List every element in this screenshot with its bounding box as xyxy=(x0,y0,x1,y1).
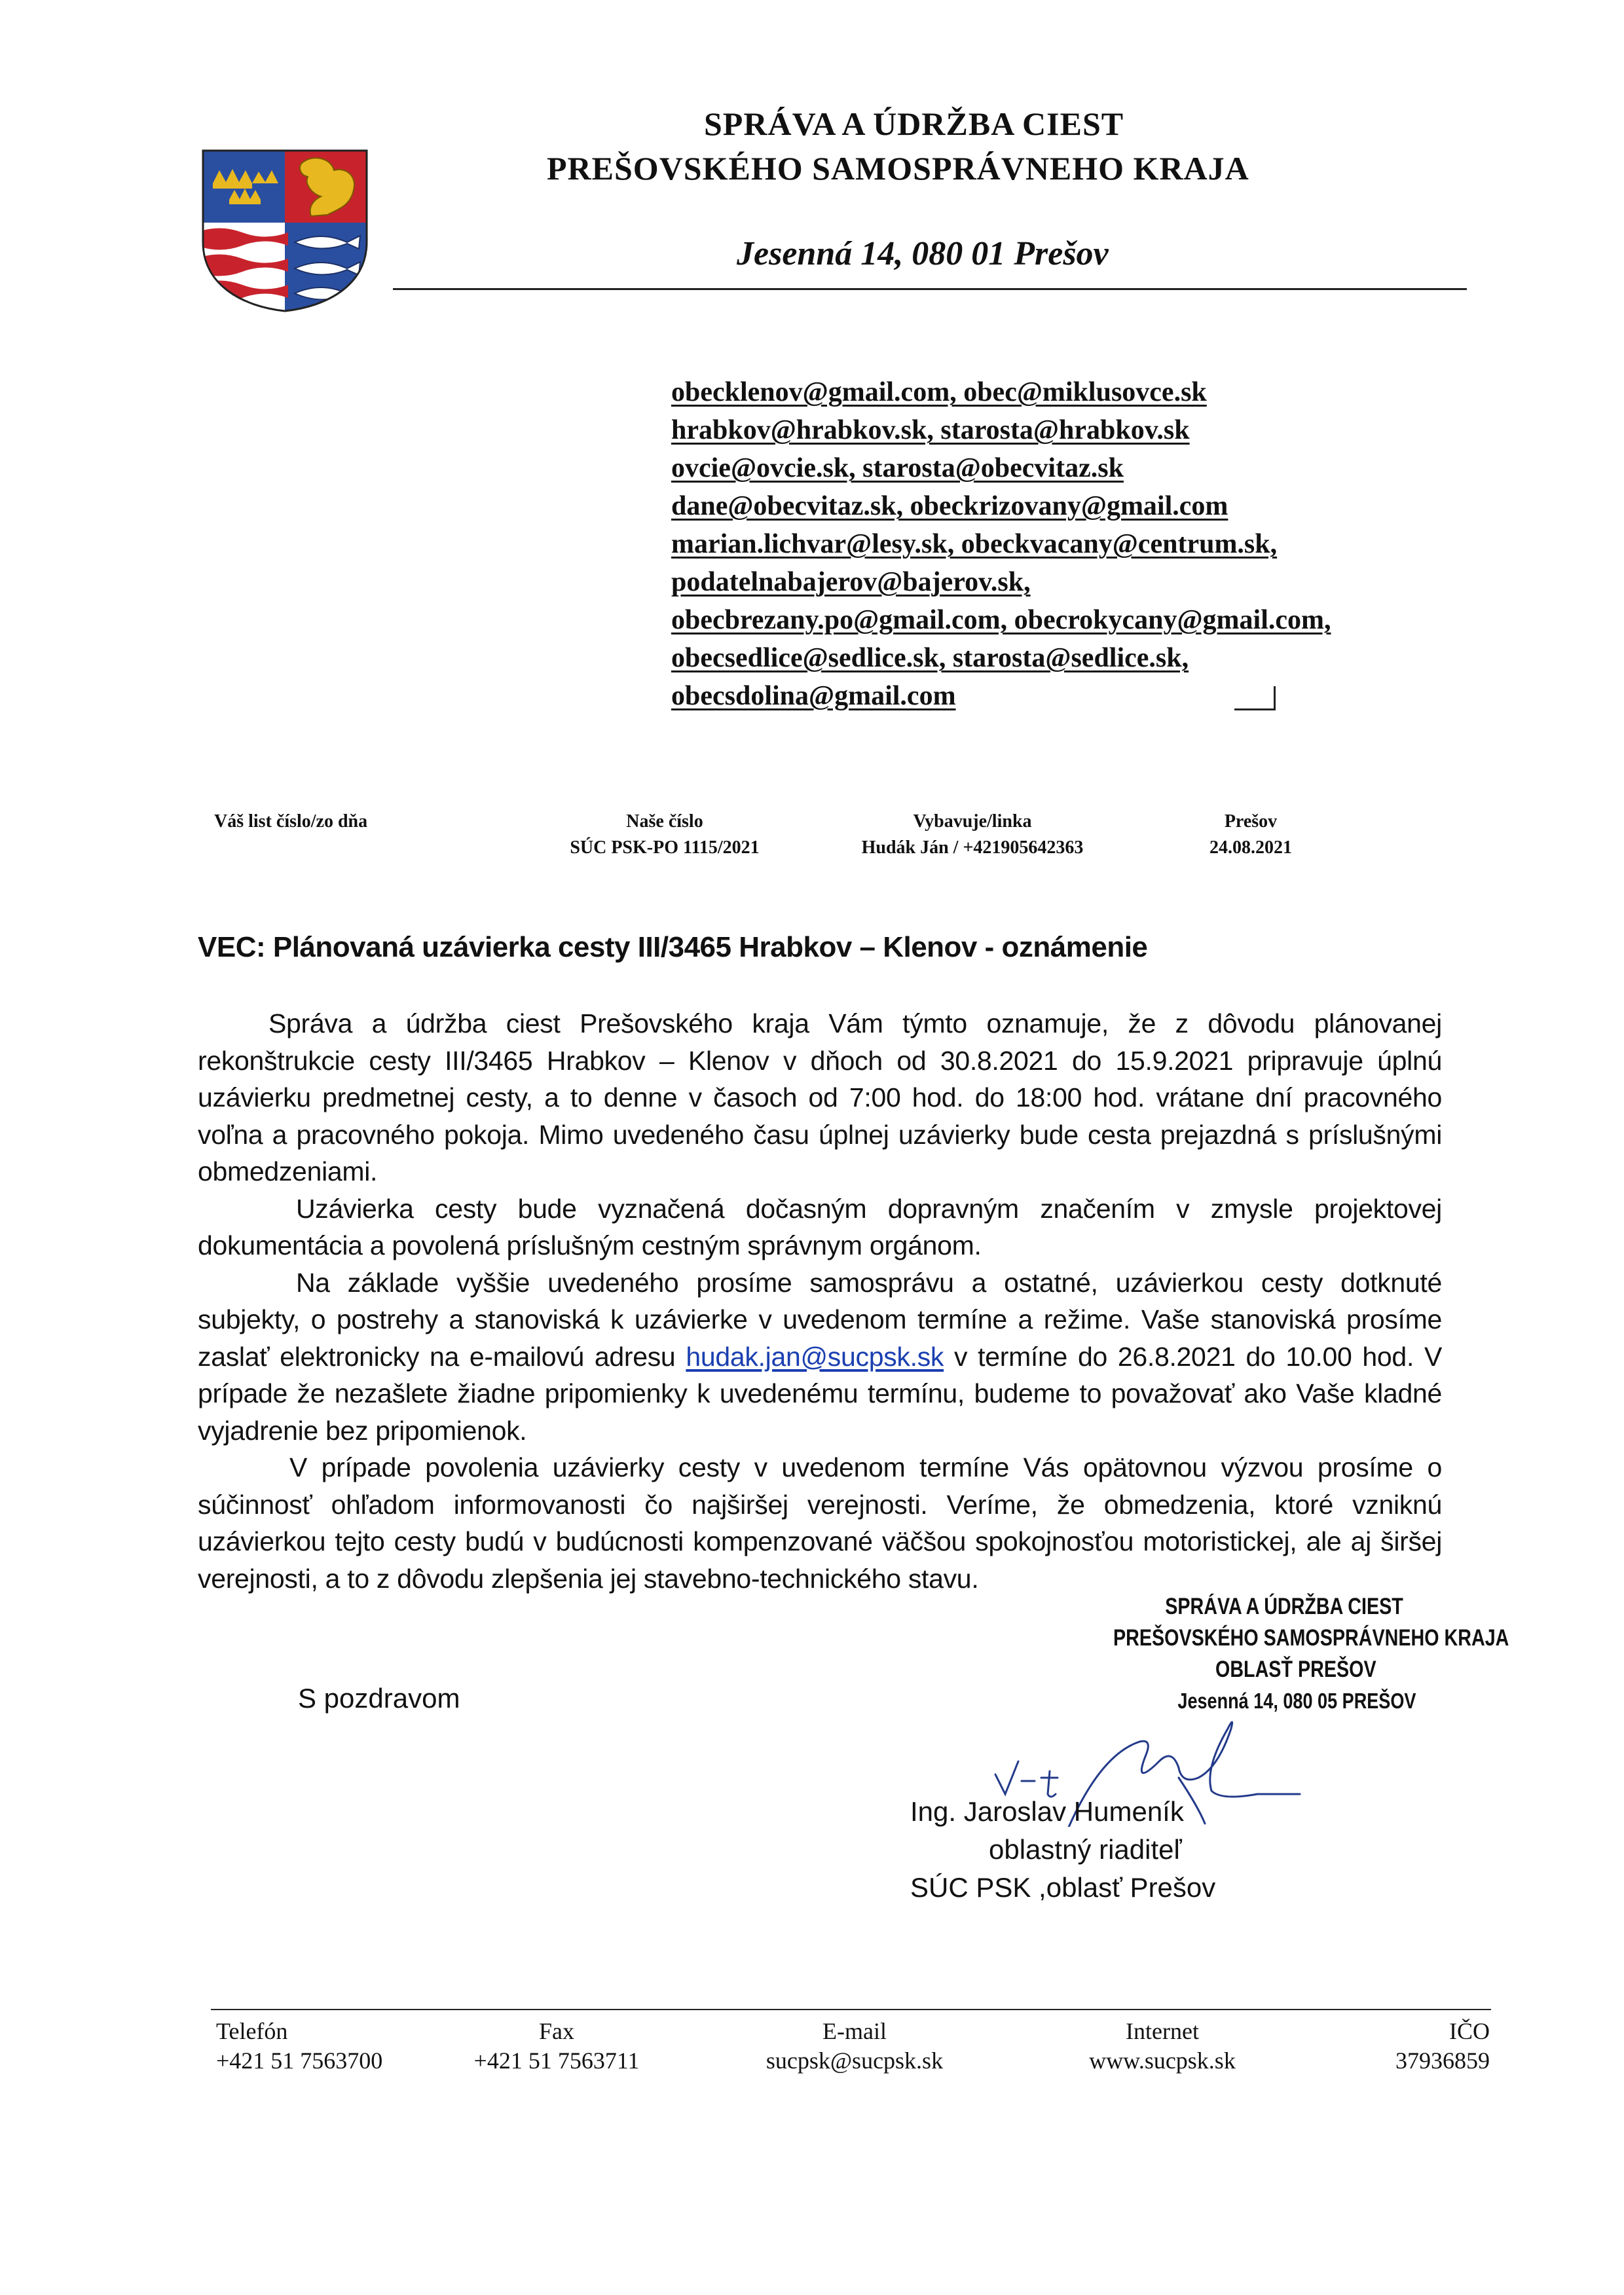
internet-label: Internet xyxy=(1126,2018,1199,2044)
recipient-list xyxy=(671,373,1331,715)
body-text: v termíne do 26.8.2021 do 10.00 hod. V prípade že nezašlete žiadne pripomienky k uvedenému termínu, budeme to považovať ako Vaše kladné vyjadrenie bez pripomienok. xyxy=(198,1341,1442,1446)
body-paragraph: V prípade povolenia uzávierky cesty v uvedenom termíne Vás opätovnou výzvou prosíme o súčinnosť ohľadom informovanosti čo najširšej verejnosti. Veríme, že obmedzenia, ktoré vzniknú uzávierkou tejto cesty budú v budúcnosti kompenzované väčšou spokojnosťou motoristickej, ale aj širšej verejnosti, a to z dôvodu zlepšenia jej stavebno-technického stavu. xyxy=(198,1452,1442,1594)
header-divider xyxy=(393,288,1467,290)
phone-value: +421 51 7563700 xyxy=(216,2047,383,2074)
body-text: Na základe vyššie uvedeného prosíme samosprávu a ostatné, uzávierkou cesty dotknuté subjekty, o postrehy a stanoviská k uzávierke v uvedenom termíne a režime. Vaše stanoviská prosíme zaslať elektronicky na e-mailovú adresu xyxy=(198,1267,1442,1372)
footer-ico xyxy=(1372,2017,1490,2076)
footer-fax xyxy=(458,2017,655,2076)
recipient-line: hrabkov@hrabkov.sk, starosta@hrabkov.sk xyxy=(671,415,1190,445)
date-value: 24.08.2021 xyxy=(1209,837,1292,858)
address-bracket-mark xyxy=(1234,686,1276,710)
org-address: Jesenná 14, 080 01 Prešov xyxy=(737,235,1109,272)
fax-value: +421 51 7563711 xyxy=(473,2047,640,2074)
org-name-line1: SPRÁVA A ÚDRŽBA CIEST xyxy=(704,105,1124,142)
internet-value: www.sucpsk.sk xyxy=(1089,2047,1236,2074)
letter-body xyxy=(198,1005,1442,1597)
subject-line: VEC: Plánovaná uzávierka cesty III/3465 Hrabkov – Klenov - oznámenie xyxy=(198,931,1148,963)
recipient-line: ovcie@ovcie.sk, starosta@obecvitaz.sk xyxy=(671,453,1124,483)
recipient-line: podatelnabajerov@bajerov.sk, xyxy=(671,567,1031,597)
stamp-line: Jesenná 14, 080 05 PREŠOV xyxy=(1177,1689,1416,1713)
signer-name: Ing. Jaroslav Humeník xyxy=(910,1796,1184,1827)
our-number-block xyxy=(534,809,796,861)
handled-by-label: Vybavuje/linka xyxy=(913,811,1032,832)
fax-label: Fax xyxy=(539,2018,574,2044)
coat-of-arms-logo xyxy=(196,144,373,314)
signer-title: oblastný riaditeľ xyxy=(989,1834,1182,1865)
stamp-line: PREŠOVSKÉHO SAMOSPRÁVNEHO KRAJA xyxy=(1113,1625,1509,1651)
contact-email-link[interactable]: hudak.jan@sucpsk.sk xyxy=(686,1341,944,1372)
signer-block xyxy=(910,1793,1215,1907)
handled-by-block xyxy=(815,809,1130,861)
recipient-line: obecsedlice@sedlice.sk, starosta@sedlice.sk, xyxy=(671,643,1189,673)
recipient-line: obecbrezany.po@gmail.com, obecrokycany@gmail.com, xyxy=(671,605,1331,635)
ico-value: 37936859 xyxy=(1395,2047,1490,2074)
org-name-line2: PREŠOVSKÉHO SAMOSPRÁVNEHO KRAJA xyxy=(547,150,1249,187)
handled-by-value: Hudák Ján / +421905642363 xyxy=(861,837,1084,858)
official-stamp xyxy=(1113,1591,1509,1717)
recipient-line: obecklenov@gmail.com, obec@miklusovce.sk xyxy=(671,377,1207,407)
email-value: sucpsk@sucpsk.sk xyxy=(766,2047,944,2074)
phone-label: Telefón xyxy=(216,2018,288,2044)
footer-phone xyxy=(216,2017,382,2076)
place-date-block xyxy=(1182,809,1320,861)
footer-divider xyxy=(211,2009,1491,2010)
email-label: E-mail xyxy=(822,2018,887,2044)
recipient-line: marian.lichvar@lesy.sk, obeckvacany@centrum.sk, xyxy=(671,529,1278,559)
recipient-line: obecsdolina@gmail.com xyxy=(671,681,956,711)
greeting: S pozdravom xyxy=(298,1683,460,1714)
body-paragraph xyxy=(198,1264,1442,1450)
signer-org: SÚC PSK ,oblasť Prešov xyxy=(910,1872,1216,1903)
footer-email xyxy=(720,2017,989,2076)
recipient-line: dane@obecvitaz.sk, obeckrizovany@gmail.com xyxy=(671,491,1228,521)
our-number-value: SÚC PSK-PO 1115/2021 xyxy=(570,837,760,858)
your-letter-label: Váš list číslo/zo dňa xyxy=(214,811,368,832)
stamp-line: SPRÁVA A ÚDRŽBA CIEST xyxy=(1165,1594,1403,1619)
stamp-line: OBLASŤ PREŠOV xyxy=(1215,1657,1376,1682)
ico-label: IČO xyxy=(1449,2018,1490,2044)
body-paragraph: Správa a údržba ciest Prešovského kraja Vám týmto oznamuje, že z dôvodu plánovanej rekonštrukcie cesty III/3465 Hrabkov – Klenov v dňoch od 30.8.2021 do 15.9.2021 pripravuje úplnú uzávierku predmetnej cesty, a to denne v časoch od 7:00 hod. do 18:00 hod. vrátane dní pracovného voľna a pracovného pokoja. Mimo uvedeného času úplnej uzávierky bude cesta prejazdná s príslušnými obmedzeniami. xyxy=(198,1008,1442,1186)
our-number-label: Naše číslo xyxy=(626,811,703,832)
footer-internet xyxy=(1054,2017,1270,2076)
place-label: Prešov xyxy=(1224,811,1278,832)
body-paragraph: Uzávierka cesty bude vyznačená dočasným dopravným značením v zmysle projektovej dokumentácia a povolená príslušným cestným správnym orgánom. xyxy=(198,1193,1442,1260)
